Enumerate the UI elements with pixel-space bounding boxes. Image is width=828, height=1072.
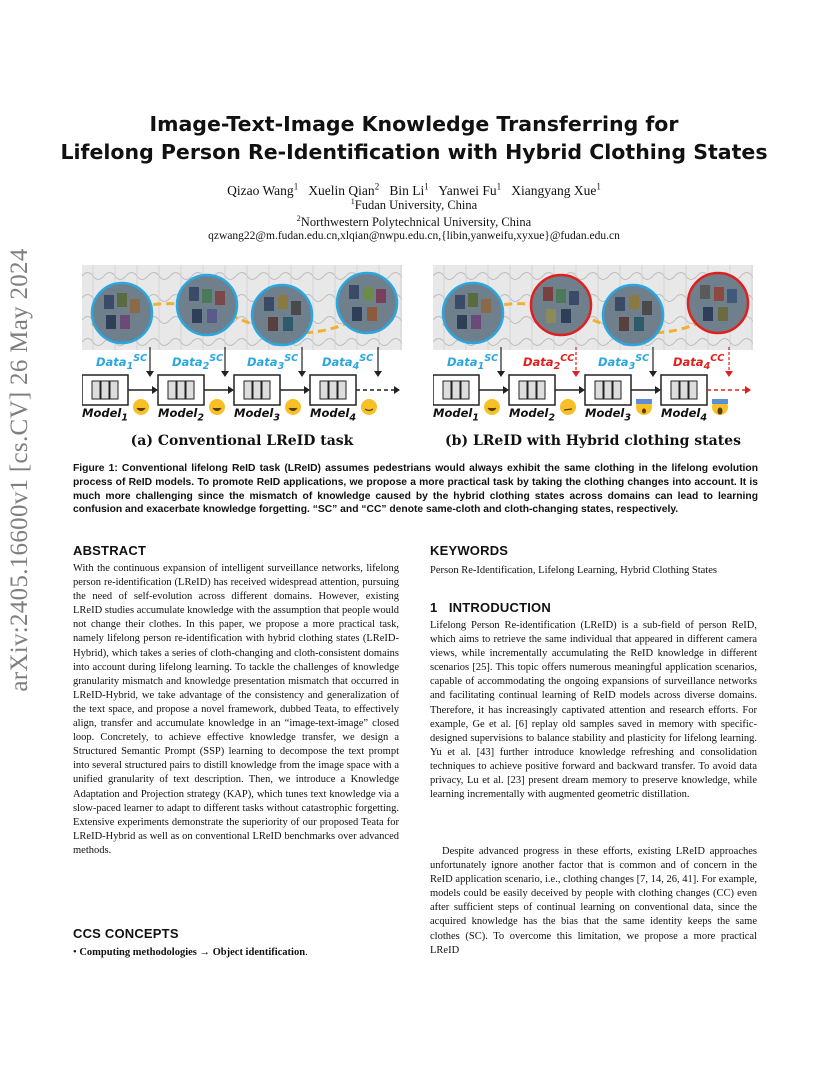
happy-face-icon	[484, 399, 500, 415]
thinking-face-icon	[560, 399, 576, 415]
data-label-b4: Data$_4^{CC}$	[673, 353, 725, 373]
intro-heading: 1 INTRODUCTION	[430, 600, 551, 615]
keywords-text: Person Re-Identification, Lifelong Learning, Hybrid Clothing States	[430, 565, 717, 576]
happy-face-icon	[285, 399, 301, 415]
model-label-a3: Model$_3$	[234, 406, 280, 424]
arxiv-stamp: arXiv:2405.16600v1 [cs.CV] 26 May 2024	[6, 248, 33, 692]
model-label-b2: Model$_2$	[509, 406, 555, 424]
happy-face-icon	[209, 399, 225, 415]
author: Xiangyang Xue$^1$	[511, 181, 601, 198]
model-label-b4: Model$_4$	[661, 406, 707, 424]
camera-view-3	[603, 285, 663, 345]
model-label-a4: Model$_4$	[310, 406, 356, 424]
figure-panel-b	[433, 265, 753, 430]
abstract-heading: ABSTRACT	[73, 543, 147, 558]
paper-title-line-1: Image-Text-Image Knowledge Transferring for	[149, 112, 679, 136]
data-label-b3: Data$_3^{SC}$	[598, 353, 650, 373]
camera-view-2	[177, 275, 237, 335]
subcaption-a: (a) Conventional LReID task	[130, 433, 354, 449]
camera-view-4	[688, 273, 748, 333]
model-block-2	[158, 375, 204, 405]
affiliation-1: $^1$Fudan University, China	[350, 197, 478, 213]
data-label-a1: Data$_1^{SC}$	[96, 353, 148, 373]
model-label-b3: Model$_3$	[585, 406, 631, 424]
author: Bin Li$^1$	[389, 181, 429, 198]
data-label-b1: Data$_1^{SC}$	[447, 353, 499, 373]
model-block-4	[310, 375, 356, 405]
camera-view-4	[337, 273, 397, 333]
data-label-a2: Data$_2^{SC}$	[172, 353, 224, 373]
model-label-a2: Model$_2$	[158, 406, 204, 424]
figure-panel-a	[82, 265, 402, 430]
subcaption-b: (b) LReID with Hybrid clothing states	[445, 433, 741, 449]
model-block-3	[234, 375, 280, 405]
paper-title-line-2: Lifelong Person Re-Identification with Hybrid Clothing States	[60, 140, 768, 164]
ccs-item: • Computing methodologies → Object identification.	[73, 947, 308, 958]
data-label-b2: Data$_2^{CC}$	[523, 353, 575, 373]
author-emails: qzwang22@m.fudan.edu.cn,xlqian@nwpu.edu.cn,{libin,yanweifu,xyxue}@fudan.edu.cn	[208, 230, 620, 242]
ccs-heading: CCS CONCEPTS	[73, 926, 179, 941]
author: Yanwei Fu$^1$	[438, 181, 502, 198]
figure-caption: Figure 1: Conventional lifelong ReID task (LReID) assumes pedestrians would always exhibit the same clothing in the lifelong evolution process of ReID models. To promote ReID applications, we propose a more practical task by taking the clothing changes into account. It is much more challenging since the mismatch of knowledge caused by the hybrid clothing states across domains can lead to learning confusion and exacerbate knowledge forgetting. “SC” and “CC” denote same-cloth and cloth-changing states, respectively.	[73, 463, 758, 516]
happy-face-icon	[133, 399, 149, 415]
data-label-a3: Data$_3^{SC}$	[247, 353, 299, 373]
keywords-heading: KEYWORDS	[430, 543, 509, 558]
model-block-2	[509, 375, 555, 405]
model-label-b1: Model$_1$	[433, 406, 479, 424]
intro-paragraph-2: Despite advanced progress in these efforts, existing LReID approaches unfortunately ignore another factor that is common and of concern in the ReID application scenario, i.e., clothing changes [7, 14, 26, 41]. For example, models could be easily deceived by people with clothing changes (CC) even after sufficient steps of continual learning on conventional data, since the acquired knowledge has the bias that the same identity keeps the same clothes (SC). To overcome this limitation, we propose a more practical LReID	[430, 846, 757, 956]
camera-view-1	[443, 283, 503, 343]
model-block-4	[661, 375, 707, 405]
camera-view-3	[252, 285, 312, 345]
model-block-1	[433, 375, 479, 405]
intro-paragraph-1: Lifelong Person Re-identification (LReID) is a sub-field of person ReID, which aims to retrieve the same individual that appeared in different camera views, while incrementally accumulating the ReID knowledge in different scenarios [25]. This topic offers numerous meaningful application scenarios, capable of accommodating the ongoing expansions of surveillance networks and facilitating continual learning of ReID models across diverse domains. Therefore, it has increasingly captivated attention and research efforts. For example, Ge et al. [6] replay old samples saved in memory with specific-designed supervisions to balance stability and plasticity for lifelong learning. Yu et al. [43] further introduce knowledge refreshing and consolidation techniques to achieve positive forward and backward transfer. To avoid data privacy, Lu et al. [23] present dream memory to preserve knowledge, while learning incrementally with augmented geometric distillation.	[430, 620, 757, 801]
author: Qizao Wang$^1$	[227, 181, 299, 198]
affiliation-2: $^2$Northwestern Polytechnical University, China	[296, 214, 532, 230]
camera-view-2	[531, 275, 591, 335]
happy-face-icon	[361, 399, 377, 415]
model-block-1	[82, 375, 128, 405]
camera-view-1	[92, 283, 152, 343]
data-label-a4: Data$_4^{SC}$	[322, 353, 374, 373]
author: Xuelin Qian$^2$	[308, 181, 380, 198]
abstract-text: With the continuous expansion of intelligent surveillance networks, lifelong person re-identification (LReID) has received widespread attention, pursuing the need of self-evolution across different domains. However, existing LReID studies accumulate knowledge with the assumption that people would not change their clothes. In this paper, we propose a more practical task, namely lifelong person re-identification with hybrid clothing states (LReID-Hybrid), which takes a series of cloth-changing and cloth-consistent domains into account during lifelong learning. To tackle the challenges of knowledge granularity mismatch and knowledge presentation mismatch that occurred in LReID-Hybrid, we take advantage of the consistency and generalization of the text space, and propose a novel framework, dubbed Teata, to effectively align, transfer and accumulate knowledge in an “image-text-image” closed loop. Concretely, to achieve effective knowledge transfer, we design a Structured Semantic Prompt (SSP) learning to decompose the text prompt into several structured pairs to distill knowledge from the image space with a unified granularity of text description. Then, we introduce a Knowledge Adaptation and Projection strategy (KAP), which tunes text knowledge via a slow-paced learner to adapt to different tasks without catastrophic forgetting. Extensive experiments demonstrate the superiority of our proposed Teata for LReID-Hybrid as well as on conventional LReID benchmarks over advanced methods.	[73, 563, 399, 856]
model-label-a1: Model$_1$	[82, 406, 128, 424]
model-block-3	[585, 375, 631, 405]
